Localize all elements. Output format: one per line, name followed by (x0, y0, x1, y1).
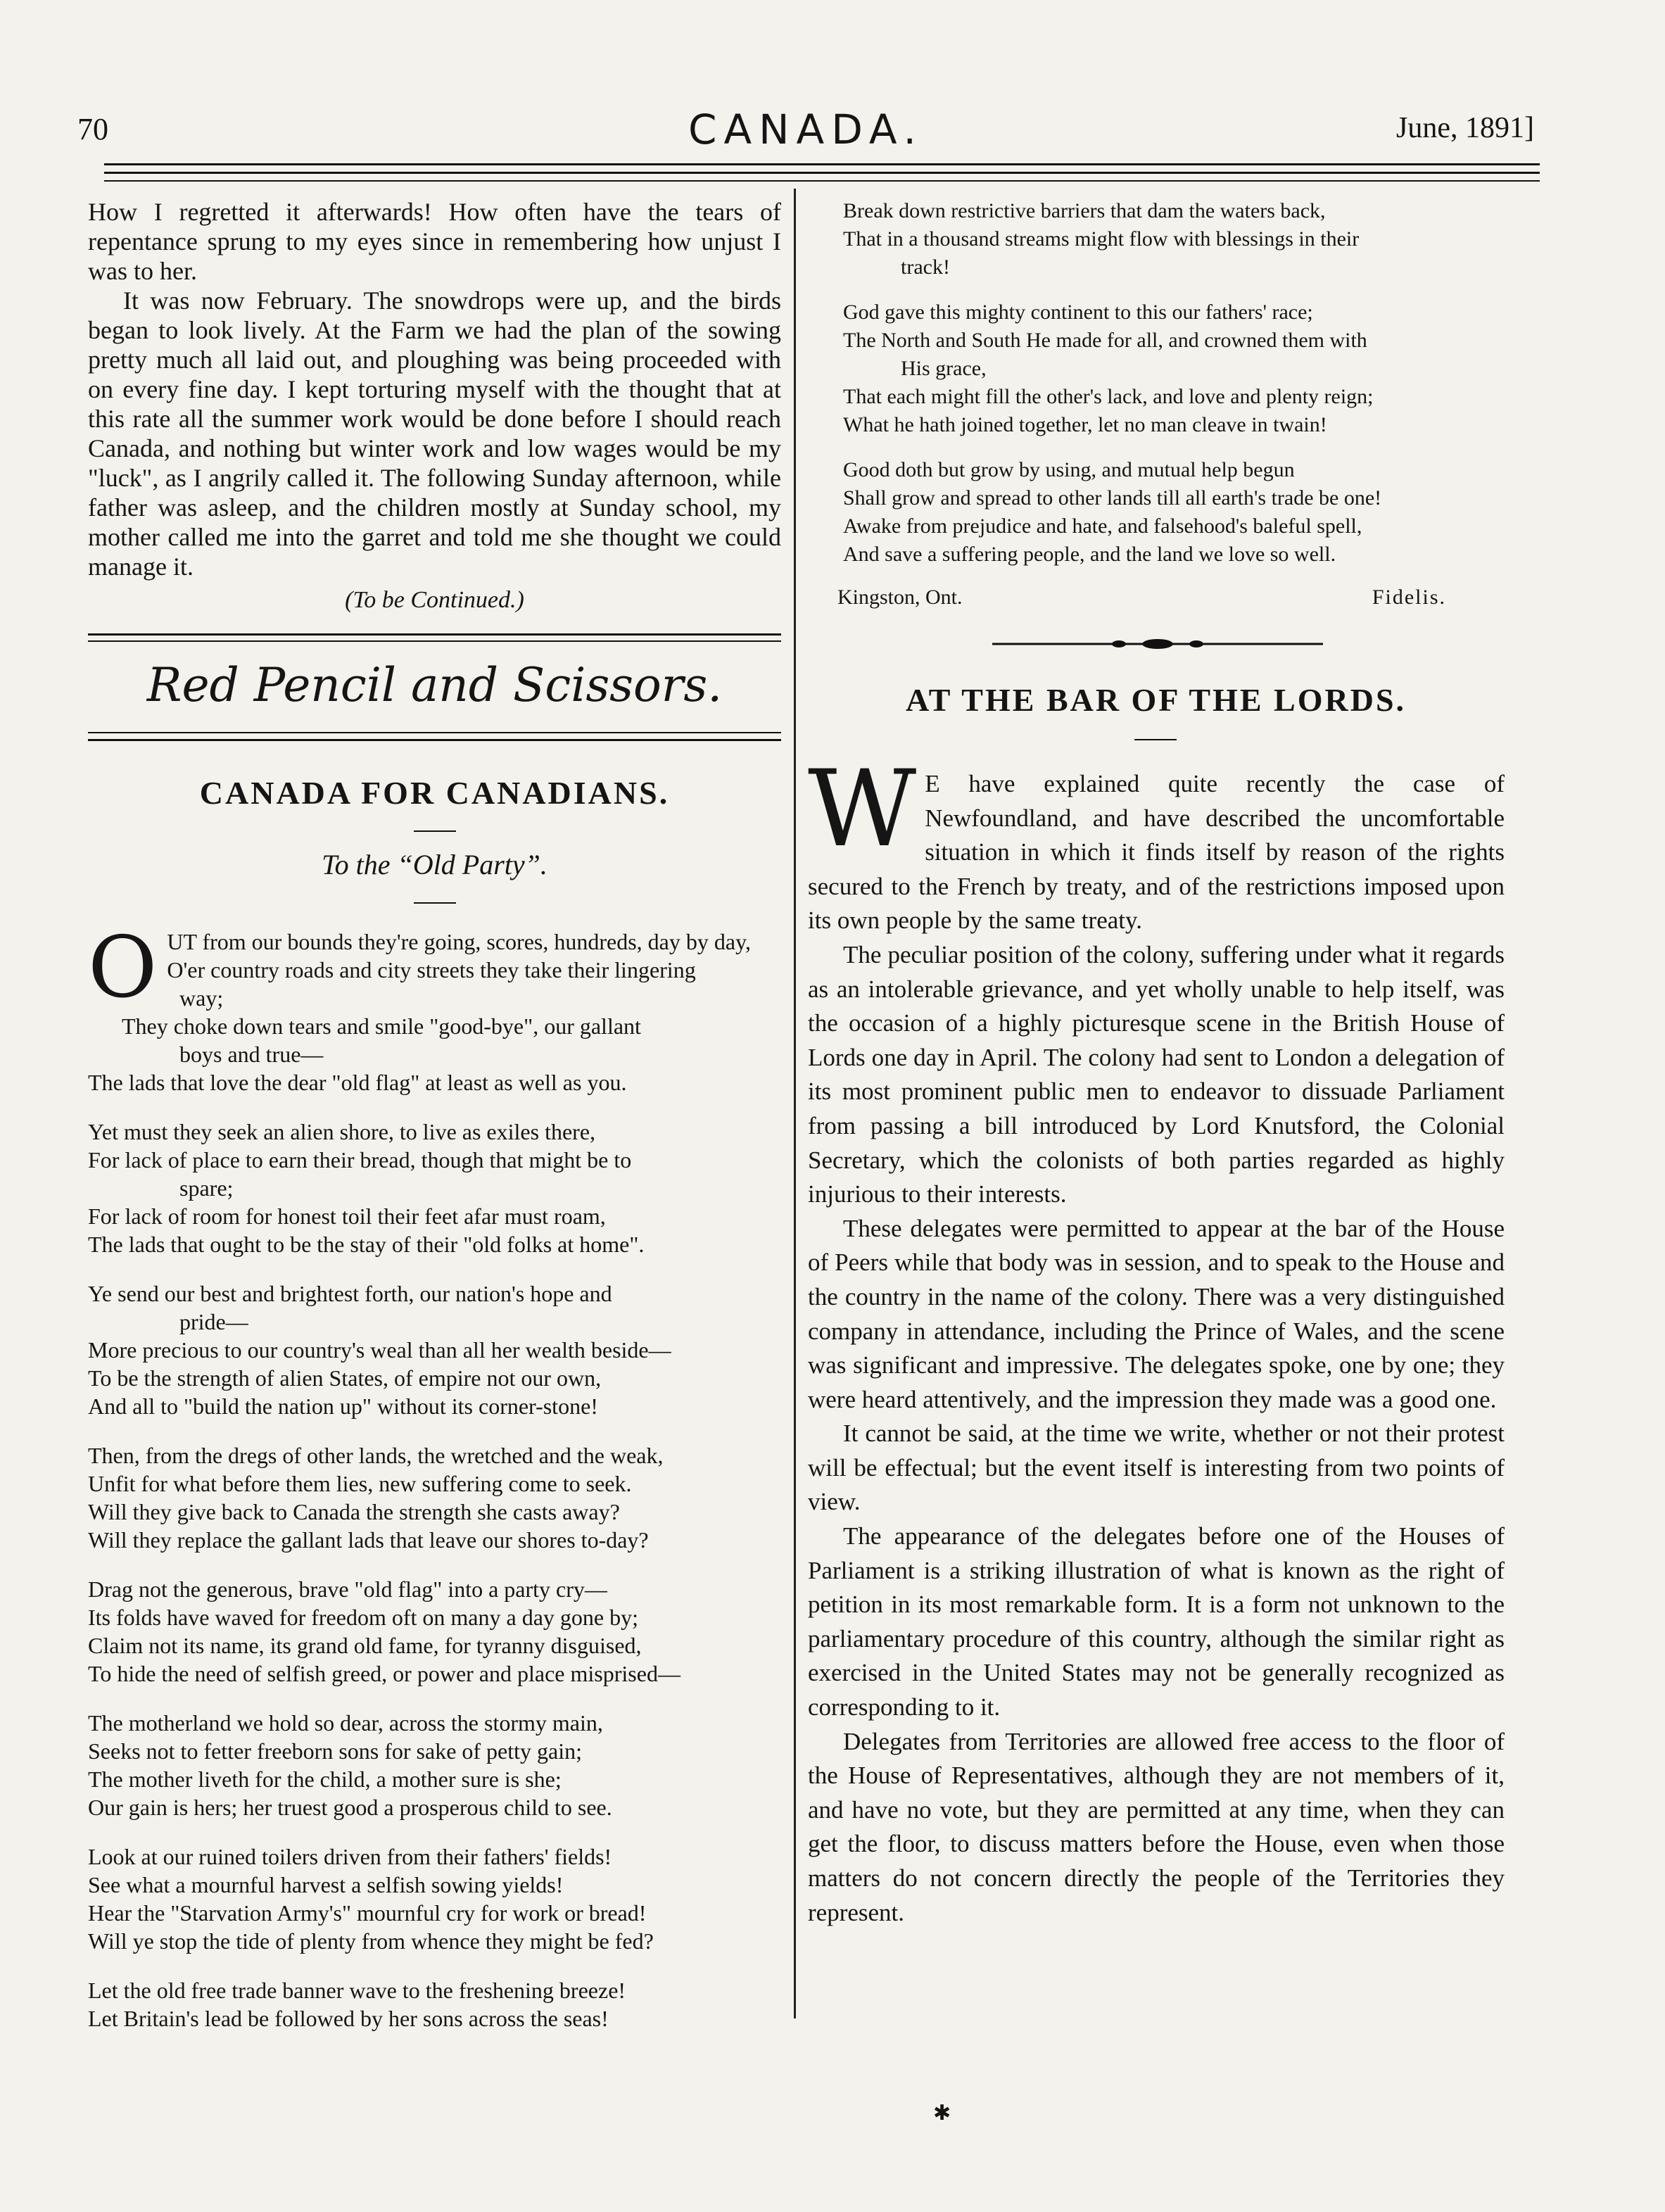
column-divider (794, 189, 796, 2018)
short-divider (1134, 739, 1177, 740)
article-paragraph: It cannot be said, at the time we write, whether or not their protest will be effectual; but the event itself is interesting from two points of view. (808, 1420, 1505, 1516)
poem-stanza (88, 1709, 781, 1821)
poem-line: They choke down tears and smile "good-bye", our gallant (122, 1013, 641, 1039)
poem-line: What he hath joined together, let no man cleave in twain! (843, 413, 1327, 436)
poem-line: Shall grow and spread to other lands till all earth's trade be one! (843, 486, 1382, 510)
article-body (808, 748, 1505, 1930)
poem-line: track! (901, 255, 950, 279)
continued-note: (To be Continued.) (345, 587, 524, 613)
poem-line: To be the strength of alien States, of empire not our own, (88, 1365, 602, 1391)
issue-date: June, 1891] (1396, 112, 1534, 144)
poem-line: For lack of room for honest toil their feet afar must roam, (88, 1203, 606, 1229)
poem-dedication: To the “Old Party”. (322, 849, 547, 880)
poem-line: To hide the need of selfish greed, or power and place misprised— (88, 1661, 680, 1686)
page-header (77, 106, 1534, 162)
poem-line: God gave this mighty continent to this our fathers' race; (843, 301, 1313, 324)
poem-title: CANADA FOR CANADIANS. (199, 775, 670, 811)
signature-place: Kingston, Ont. (837, 586, 963, 609)
poem-line: spare; (179, 1175, 234, 1201)
section-rule (88, 633, 781, 636)
poem-line: The lads that ought to be the stay of their "old folks at home". (88, 1232, 645, 1257)
poem-line: See what a mournful harvest a selfish sowing yields! (88, 1872, 564, 1897)
poem-stanza (88, 1575, 781, 1688)
poem-line: Then, from the dregs of other lands, the wretched and the weak, (88, 1443, 664, 1468)
poem-line: Let Britain's lead be followed by her sons across the seas! (88, 2006, 609, 2031)
story-paragraph: How I regretted it afterwards! How often have the tears of repentance sprung to my eyes since in remembering how unjust I was to her. (88, 198, 781, 285)
poem-stanza (88, 1441, 781, 1554)
poem-line: Break down restrictive barriers that dam the waters back, (843, 199, 1326, 222)
poem-stanza (809, 197, 1502, 282)
drop-cap: O (88, 919, 158, 1017)
poem-line: The North and South He made for all, and crowned them with (843, 329, 1367, 352)
poem-line: Will ye stop the tide of plenty from whence they might be fed? (88, 1928, 654, 1954)
poem-line: That in a thousand streams might flow with blessings in their (843, 227, 1360, 251)
section-rule (88, 640, 781, 642)
article-paragraph: Delegates from Territories are allowed free access to the floor of the House of Representatives, although they are not members of it, and have no vote, but they are permitted at any time, when they can get the floor, to discuss matters before the House, even when those matters do not concern directly the people of the Territories they represent. (808, 1727, 1505, 1926)
article-title: AT THE BAR OF THE LORDS. (905, 682, 1407, 718)
short-divider (414, 902, 456, 904)
poem-conclusion (809, 197, 1502, 617)
poem-line: Our gain is hers; her truest good a prosperous child to see. (88, 1795, 612, 1820)
poem-stanza (88, 1976, 781, 2033)
poem-line: Let the old free trade banner wave to the freshening breeze! (88, 1978, 626, 2003)
drop-cap: W (808, 748, 917, 871)
header-rule (104, 172, 1540, 174)
poem-line: way; (179, 985, 224, 1011)
footer-mark: ✱ (933, 2102, 951, 2125)
serial-story-continuation (88, 197, 781, 614)
poem-line: Yet must they seek an alien shore, to live as exiles there, (88, 1119, 596, 1144)
poem-line: Unfit for what before them lies, new suffering come to seek. (88, 1471, 632, 1496)
poem-line: Hear the "Starvation Army's" mournful cry for work or bread! (88, 1900, 647, 1926)
header-rule (104, 180, 1540, 182)
poem-line: His grace, (901, 357, 987, 380)
section-rule (88, 739, 781, 741)
article-paragraph: These delegates were permitted to appear at the bar of the House of Peers while that body was in session, and to speak to the House and the country in the name of the colony. There was a very distinguished company in attendance, including the Prince of Wales, and the scene was significant and impressive. The delegates spoke, one by one; they were heard attentively, and the impression they made was a good one. (808, 1214, 1505, 1413)
poem-line: Seeks not to fetter freeborn sons for sake of petty gain; (88, 1738, 583, 1764)
poem-line: pride— (179, 1309, 248, 1334)
poem-line: UT from our bounds they're going, scores, hundreds, day by day, (167, 929, 751, 954)
poem-line: More precious to our country's weal than all her wealth beside— (88, 1337, 671, 1363)
poem-line: That each might fill the other's lack, and love and plenty reign; (843, 385, 1374, 408)
poem-line: Good doth but grow by using, and mutual help begun (843, 458, 1295, 481)
poem-line: Look at our ruined toilers driven from their fathers' fields! (88, 1844, 612, 1869)
story-paragraph: It was now February. The snowdrops were up, and the birds began to look lively. At the Farm we had the plan of the sowing pretty much all laid out, and ploughing was being proceeded with on every fine day. I kept torturing myself with the thought that at this rate all the summer work would be done before I should reach Canada, and nothing but winter work and low wages would be my "luck", as I angrily called it. The following Sunday afternoon, while father was asleep, and the children mostly at Sunday school, my mother called me into the garret and told me she thought we could manage it. (88, 286, 781, 581)
page-number: 70 (77, 112, 108, 146)
poem-line: O'er country roads and city streets they take their lingering (167, 957, 696, 982)
section-heading: Red Pencil and Scissors. (146, 658, 723, 712)
poem-line: Will they replace the gallant lads that leave our shores to-day? (88, 1527, 649, 1553)
section-rule (88, 732, 781, 733)
masthead-title: CANADA. (688, 106, 923, 153)
poem-line: Claim not its name, its grand old fame, for tyranny disguised, (88, 1633, 642, 1658)
poem-line: And save a suffering people, and the land we love so well. (843, 543, 1336, 566)
poem-line: Will they give back to Canada the strength she casts away? (88, 1499, 620, 1524)
poem-stanza (809, 456, 1502, 569)
poem-line: Its folds have waved for freedom oft on many a day gone by; (88, 1605, 638, 1630)
poem-line: Ye send our best and brightest forth, our nation's hope and (88, 1281, 612, 1306)
article-lead-text: E have explained quite recently the case of Newfoundland, and have described the uncomfortable situation in which it finds itself by reason of the rights secured to the French by treaty, and of the restrictions imposed upon its own people by the same treaty. (808, 770, 1505, 935)
poem-stanza (88, 1843, 781, 1955)
poem-stanza (88, 1118, 781, 1258)
poem-line: The lads that love the dear "old flag" at least as well as you. (88, 1070, 627, 1095)
poem-stanza (88, 1279, 781, 1420)
poem-line: boys and true— (179, 1042, 324, 1067)
article-paragraph: The appearance of the delegates before one of the Houses of Parliament is a striking illustration of what is known as the right of petition in its most remarkable form. It is a form not unknown to the parliamentary procedure of this country, although the similar right as exercised in the United States may not be generally recognized as corresponding to it. (808, 1522, 1505, 1721)
poem-line: Awake from prejudice and hate, and falsehood's baleful spell, (843, 514, 1362, 538)
poem-line: And all to "build the nation up" without its corner-stone! (88, 1393, 598, 1419)
ornamental-divider (992, 637, 1323, 651)
poem-line: The motherland we hold so dear, across the stormy main, (88, 1710, 603, 1736)
signature-author: Fidelis. (1372, 586, 1446, 609)
poem-line: For lack of place to earn their bread, though that might be to (88, 1147, 632, 1173)
header-rule (104, 163, 1540, 165)
poem-body (88, 919, 781, 2054)
article-paragraph (808, 748, 1505, 938)
poem-signature (809, 586, 1502, 617)
poem-stanza (809, 298, 1502, 439)
poem-line: Drag not the generous, brave "old flag" into a party cry— (88, 1576, 607, 1602)
poem-line: The mother liveth for the child, a mother sure is she; (88, 1767, 562, 1792)
short-divider (414, 830, 456, 832)
article-paragraph: The peculiar position of the colony, suffering under what it regards as an intolerable grievance, and yet wholly unable to help itself, was the occasion of a highly picturesque scene in the British House of Lords one day in April. The colony had sent to London a delegation of its most prominent public men to endeavor to dissuade Parliament from passing a bill introduced by Lord Knutsford, the Colonial Secretary, which the colonists of both parties regarded as highly injurious to their interests. (808, 940, 1505, 1208)
poem-stanza (88, 919, 781, 1096)
